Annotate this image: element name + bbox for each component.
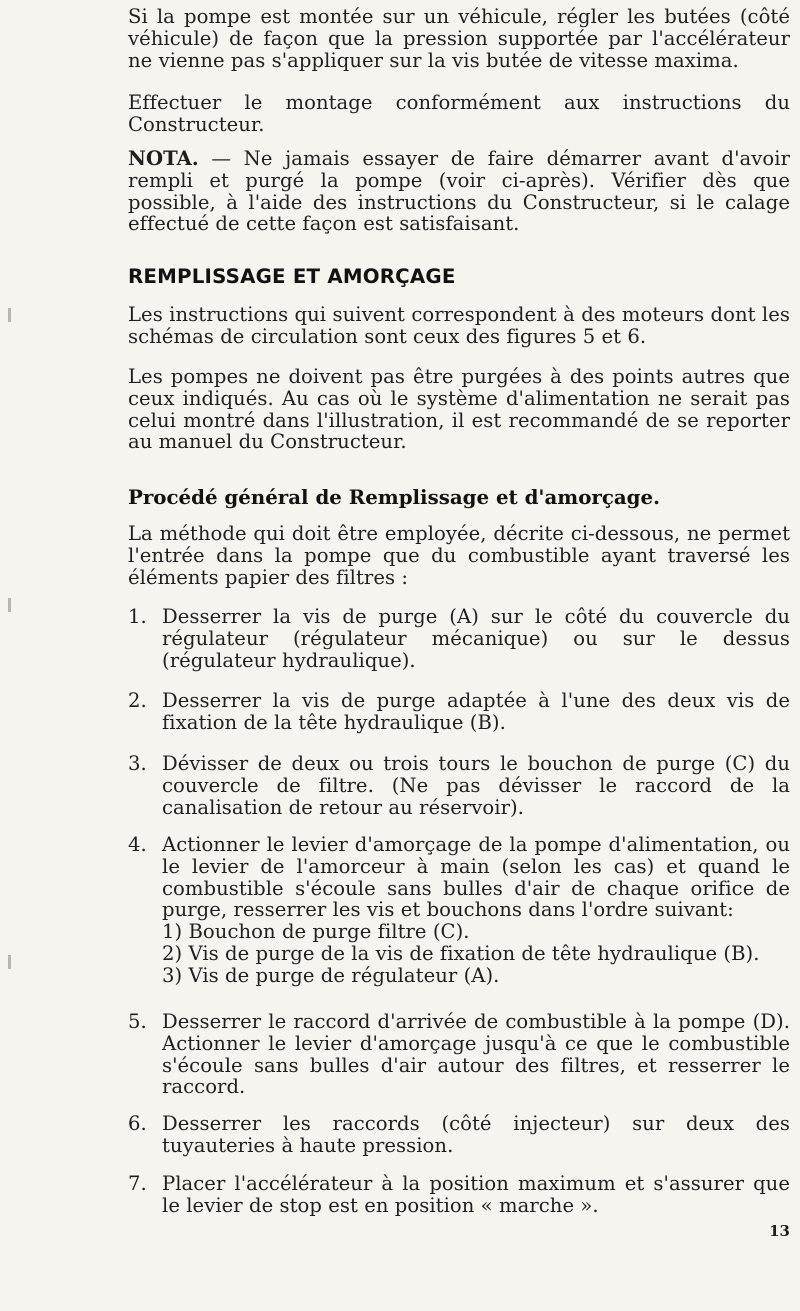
intro-paragraph-2: Effectuer le montage conformément aux instructions du Constructeur. [128,91,790,136]
procedure-intro: La méthode qui doit être employée, décrite ci-dessous, ne permet l'entrée dans la pompe que du combustible ayant traversé les éléments papier des filtres : [128,522,790,589]
procedure-step-6 [128,1113,790,1157]
page-number: 13 [769,1222,790,1240]
step-text: Desserrer les raccords (côté injecteur) sur deux des tuyauteries à haute pression. [162,1112,790,1157]
document-page [128,0,790,1311]
step-number: 3. [128,752,147,775]
procedure-step-1 [128,606,790,671]
nota-paragraph [128,148,790,235]
step-number: 6. [128,1112,147,1135]
nota-label: NOTA. [128,147,199,170]
procedure-step-4 [128,834,790,987]
step-text: Placer l'accélérateur à la position maximum et s'assurer que le levier de stop est en position « marche ». [162,1172,790,1217]
procedure-heading: Procédé général de Remplissage et d'amorçage. [128,485,660,509]
step-text: Desserrer la vis de purge adaptée à l'une des deux vis de fixation de la tête hydraulique (B). [162,689,790,734]
binding-mark [8,308,11,322]
step-text: Actionner le levier d'amorçage de la pompe d'alimentation, ou le levier de l'amorceur à main (selon les cas) et quand le combustible s'écoule sans bulles d'air de chaque orifice de purge, resserrer les vis et bouchons dans l'ordre suivant: [162,833,790,922]
procedure-step-3 [128,753,790,818]
section-heading: REMPLISSAGE ET AMORÇAGE [128,265,456,288]
procedure-step-7 [128,1173,790,1217]
step-number: 7. [128,1172,147,1195]
procedure-step-2 [128,690,790,734]
nota-text: — Ne jamais essayer de faire démarrer avant d'avoir rempli et purgé la pompe (voir ci-après). Vérifier dès que possible, à l'aide des instructions du Constructeur, si le calage effectué de cette façon est satisfaisant. [128,147,790,236]
section-paragraph-2: Les pompes ne doivent pas être purgées à des points autres que ceux indiqués. Au cas où le système d'alimentation ne serait pas celui montré dans l'illustration, il est recommandé de se reporter au manuel du Constructeur. [128,365,790,454]
section-paragraph-1: Les instructions qui suivent correspondent à des moteurs dont les schémas de circulation sont ceux des figures 5 et 6. [128,303,790,348]
binding-mark [8,598,11,612]
procedure-step-5 [128,1011,790,1098]
step-number: 4. [128,833,147,856]
step-4-sub-item-1: 1) Bouchon de purge filtre (C). [162,920,470,944]
step-number: 5. [128,1010,147,1033]
step-text: Desserrer la vis de purge (A) sur le côté du couvercle du régulateur (régulateur mécanique) ou sur le dessus (régulateur hydraulique). [162,605,790,672]
step-number: 1. [128,605,147,628]
step-text: Dévisser de deux ou trois tours le bouchon de purge (C) du couvercle de filtre. (Ne pas dévisser le raccord de la canalisation de retour au réservoir). [162,752,790,819]
step-number: 2. [128,689,147,712]
step-4-sub-item-3: 3) Vis de purge de régulateur (A). [162,963,500,987]
binding-mark [8,955,11,969]
step-4-sub-item-2: 2) Vis de purge de la vis de fixation de tête hydraulique (B). [162,941,760,965]
intro-paragraph-1: Si la pompe est montée sur un véhicule, régler les butées (côté véhicule) de façon que la pression supportée par l'accélérateur ne vienne pas s'appliquer sur la vis butée de vitesse maxima. [128,5,790,72]
step-text: Desserrer le raccord d'arrivée de combustible à la pompe (D). Actionner le levier d'amorçage jusqu'à ce que le combustible s'écoule sans bulles d'air autour des filtres, et resserrer le raccord. [162,1010,790,1099]
